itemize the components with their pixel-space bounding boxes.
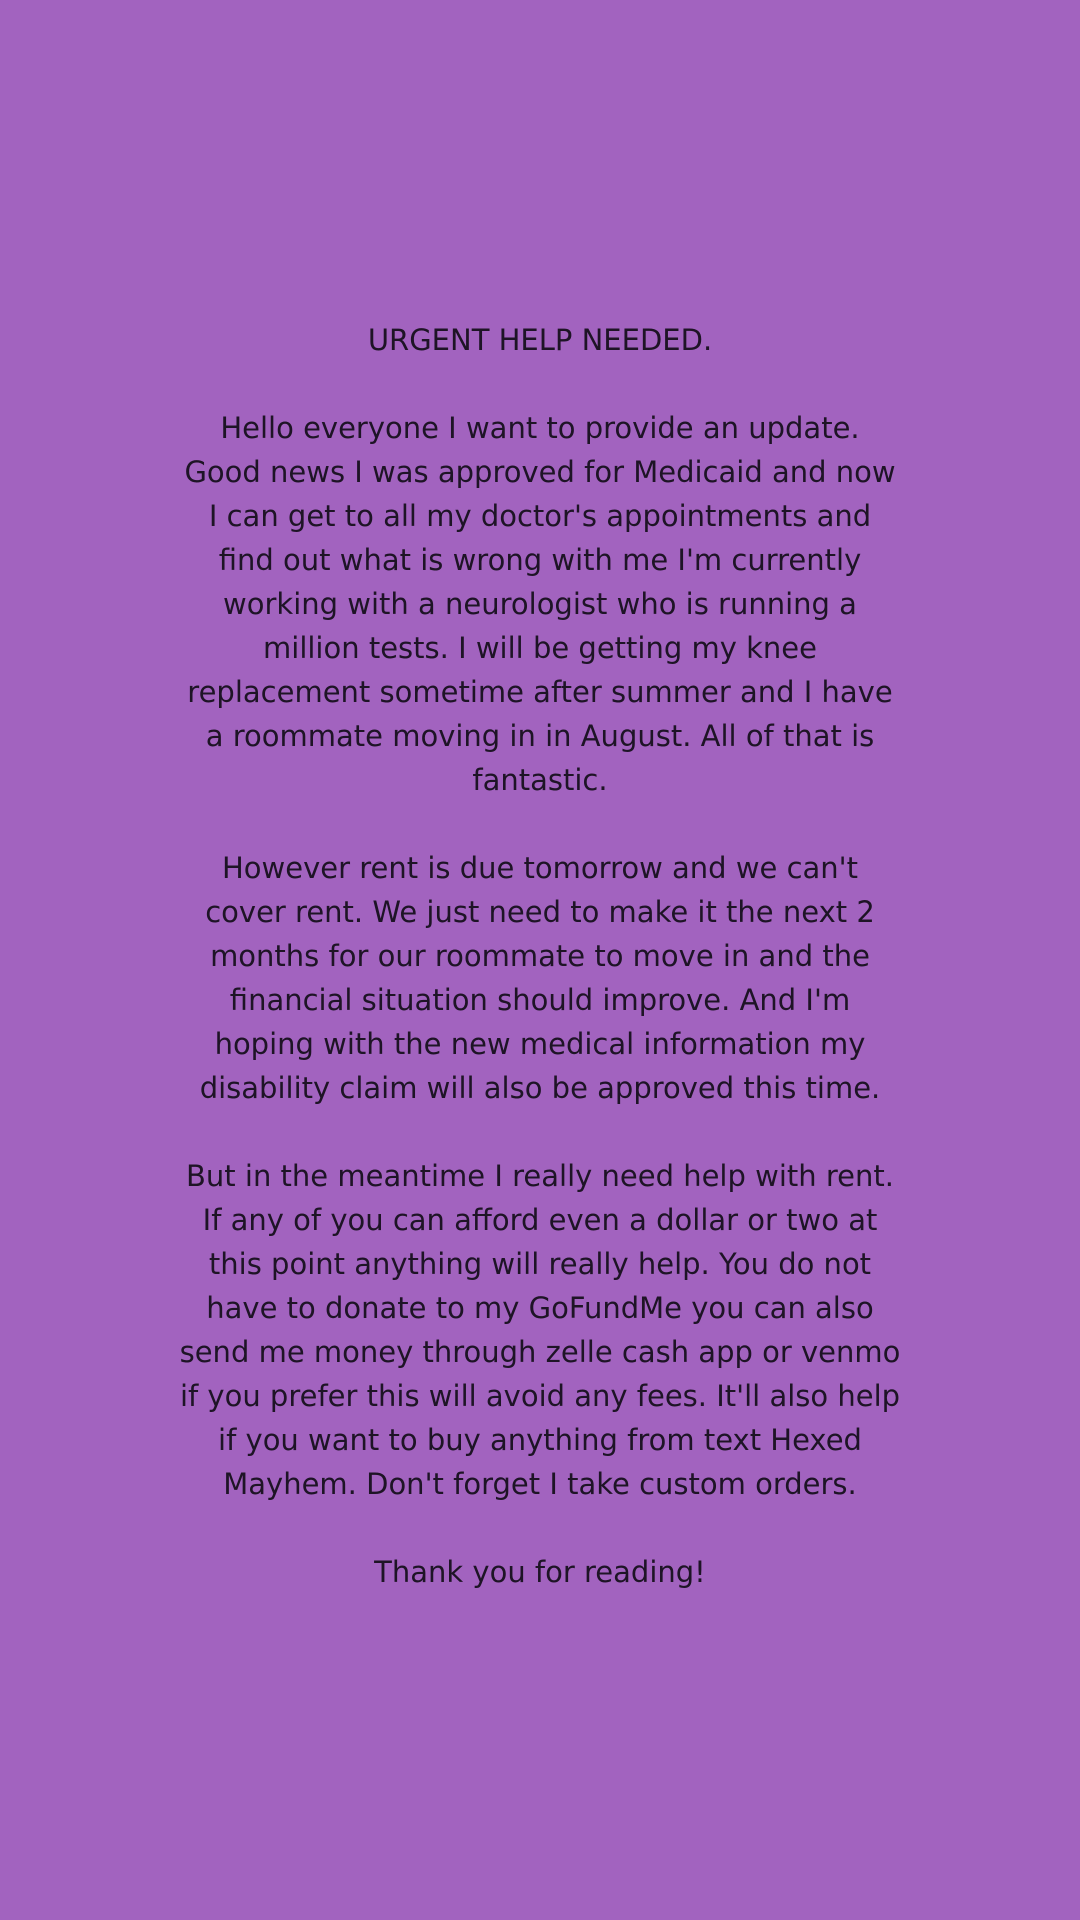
text-line: find out what is wrong with me I'm currently (218, 543, 862, 577)
paragraph-update (140, 406, 940, 802)
paragraph-spacer (140, 1110, 940, 1154)
text-line: if you prefer this will avoid any fees. It'll also help (179, 1379, 901, 1413)
text-line: However rent is due tomorrow and we can't (221, 851, 859, 885)
text-line: if you want to buy anything from text Hexed (218, 1423, 862, 1457)
text-line: I can get to all my doctor's appointments and (208, 499, 872, 533)
text-line: fantastic. (472, 763, 608, 797)
text-line: send me money through zelle cash app or venmo (179, 1335, 901, 1369)
paragraph-spacer (140, 362, 940, 406)
text-line: million tests. I will be getting my knee (263, 631, 817, 665)
text-line: working with a neurologist who is running a (223, 587, 857, 621)
text-line: financial situation should improve. And I'm (229, 983, 851, 1017)
text-line: months for our roommate to move in and the (210, 939, 870, 973)
text-line: But in the meantime I really need help with rent. (186, 1159, 894, 1193)
paragraph-spacer (140, 1506, 940, 1550)
text-line: disability claim will also be approved this time. (199, 1071, 881, 1105)
closing-line: Thank you for reading! (374, 1555, 706, 1589)
paragraph-rent (140, 846, 940, 1110)
text-line: Mayhem. Don't forget I take custom orders. (223, 1467, 857, 1501)
text-line: a roommate moving in in August. All of that is (205, 719, 875, 753)
text-line: this point anything will really help. You do not (208, 1247, 872, 1281)
text-line: cover rent. We just need to make it the next 2 (205, 895, 875, 929)
text-line: Hello everyone I want to provide an update. (220, 411, 860, 445)
text-line: Good news I was approved for Medicaid and now (184, 455, 896, 489)
post-title: URGENT HELP NEEDED. (367, 323, 713, 357)
post-text-block (140, 318, 940, 1594)
paragraph-spacer (140, 802, 940, 846)
text-line: replacement sometime after summer and I have (187, 675, 893, 709)
paragraph-help-request (140, 1154, 940, 1506)
text-line: hoping with the new medical information my (214, 1027, 866, 1061)
text-line: have to donate to my GoFundMe you can also (206, 1291, 874, 1325)
text-line: If any of you can afford even a dollar or two at (202, 1203, 878, 1237)
